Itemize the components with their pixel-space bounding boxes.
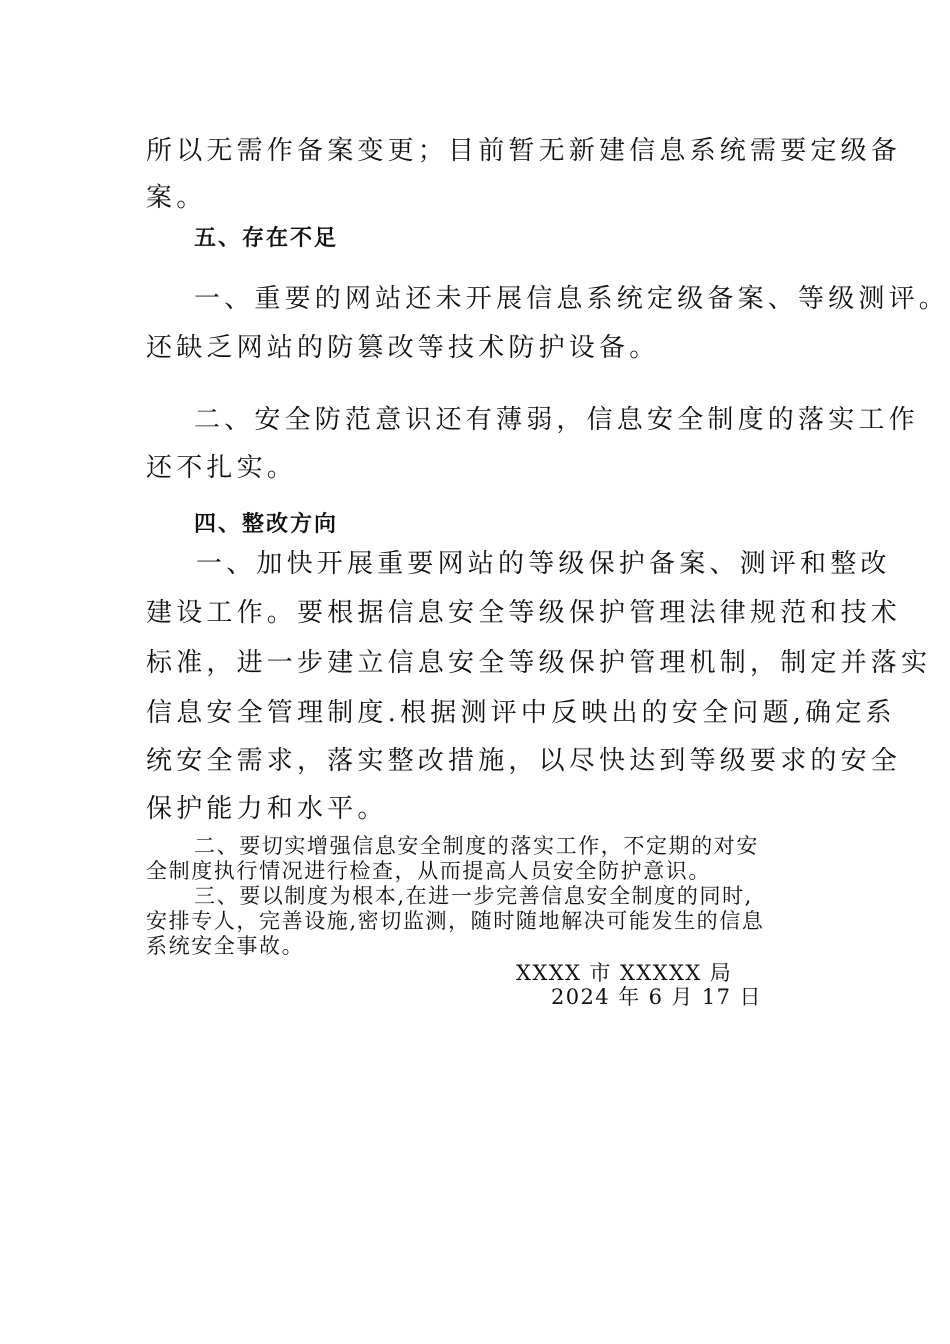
paragraph-line: 系统安全事故。 <box>146 934 305 958</box>
paragraph-line: 二、安全防范意识还有薄弱，信息安全制度的落实工作 <box>194 405 919 435</box>
paragraph-line: 统安全需求，落实整改措施，以尽快达到等级要求的安全 <box>146 746 902 776</box>
signature-date: 2024 年 6 月 17 日 <box>551 985 762 1009</box>
paragraph-line: 安排专人，完善设施,密切监测，随时随地解决可能发生的信息 <box>146 909 765 933</box>
section-heading-rectification: 四、整改方向 <box>194 512 339 537</box>
paragraph-line: 还缺乏网站的防篡改等技术防护设备。 <box>146 333 660 363</box>
paragraph-line: 一、重要的网站还未开展信息系统定级备案、等级测评。 <box>194 284 950 314</box>
paragraph-line: 全制度执行情况进行检查，从而提高人员安全防护意识。 <box>146 859 711 883</box>
paragraph-line: 三、要以制度为根本,在进一步完善信息安全制度的同时, <box>194 884 753 908</box>
paragraph-line: 所以无需作备案变更；目前暂无新建信息系统需要定级备 <box>146 136 902 166</box>
signature-organization: XXXX 市 XXXXX 局 <box>516 961 733 985</box>
section-heading-shortcomings: 五、存在不足 <box>194 226 339 251</box>
paragraph-line: 保护能力和水平。 <box>146 794 388 824</box>
paragraph-line: 一、加快开展重要网站的等级保护备案、测评和整改 <box>196 549 891 579</box>
paragraph-line: 信息安全管理制度.根据测评中反映出的安全问题,确定系 <box>146 698 896 728</box>
paragraph-line: 案。 <box>146 183 207 213</box>
paragraph-line: 标准，进一步建立信息安全等级保护管理机制，制定并落实 <box>146 648 932 678</box>
paragraph-line: 还不扎实。 <box>146 453 298 483</box>
paragraph-line: 建设工作。要根据信息安全等级保护管理法律规范和技术 <box>146 598 902 628</box>
paragraph-line: 二、要切实增强信息安全制度的落实工作，不定期的对安 <box>194 834 759 858</box>
